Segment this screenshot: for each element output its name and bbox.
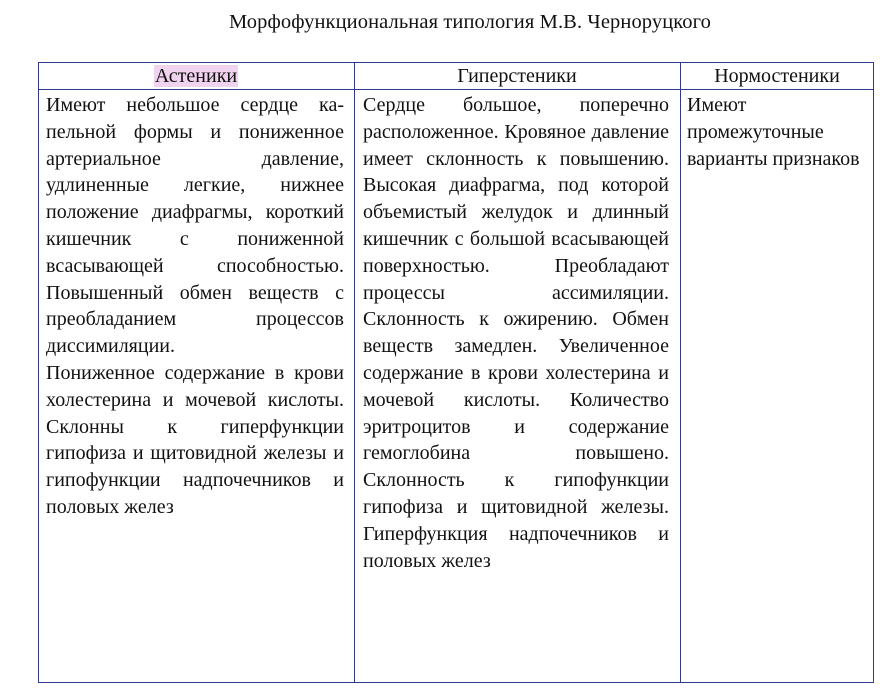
header-normosteniki: Нормостеники [714, 65, 840, 87]
header-bottom-border [38, 89, 874, 90]
table-right-border [873, 62, 874, 683]
cell-hipersteniki [363, 92, 669, 574]
table-left-border [38, 62, 39, 683]
typology-table [38, 62, 874, 683]
column-divider-2 [680, 62, 681, 683]
cell-paragraph: Пониженное содержание в крови холестерина и мочевой кислоты. Склонны к гиперфункции гипофиза и щитовидной железы и гипофункции надпочечников и половых желез [46, 361, 344, 518]
table-header-row [38, 62, 874, 89]
header-highlighted-text: Астеники [154, 65, 238, 87]
column-divider-1 [354, 62, 355, 683]
cell-paragraph: Имеют промежуточные варианты признаков [687, 94, 860, 170]
cell-astheniki [46, 92, 344, 521]
header-hipersteniki: Гиперстеники [457, 65, 577, 87]
cell-paragraph: Сердце большое, поперечно расположенное. Кровяное давление имеет склонность к повышению. Высокая диафрагма, под которой объемистый желудок и длинный кишечник с большой всасывающей поверхностью. Преобладают процессы ассимиляции. Склонность к ожирению. Обмен веществ замедлен. Увеличенное содержание в крови холестерина и мочевой кислоты. Количество эритроцитов и содержание гемоглобина повышено. Склонность к гипофункции гипофиза и щитовидной железы. Гиперфункция надпочечников и половых желез [363, 94, 669, 572]
cell-paragraph: Имеют небольшое сердце капельной формы и пониженное артериальное давление, удлиненные легкие, нижнее положение диафрагмы, короткий кишечник с пониженной всасывающей способностью. Повышенный обмен веществ с преобладанием процессов диссимиляции. [46, 94, 344, 358]
header-astheniki [38, 62, 354, 89]
document-title: Морфофункциональная типология М.В. Черноруцкого [228, 11, 712, 33]
cell-normosteniki [687, 92, 867, 172]
table-bottom-border [38, 682, 874, 683]
